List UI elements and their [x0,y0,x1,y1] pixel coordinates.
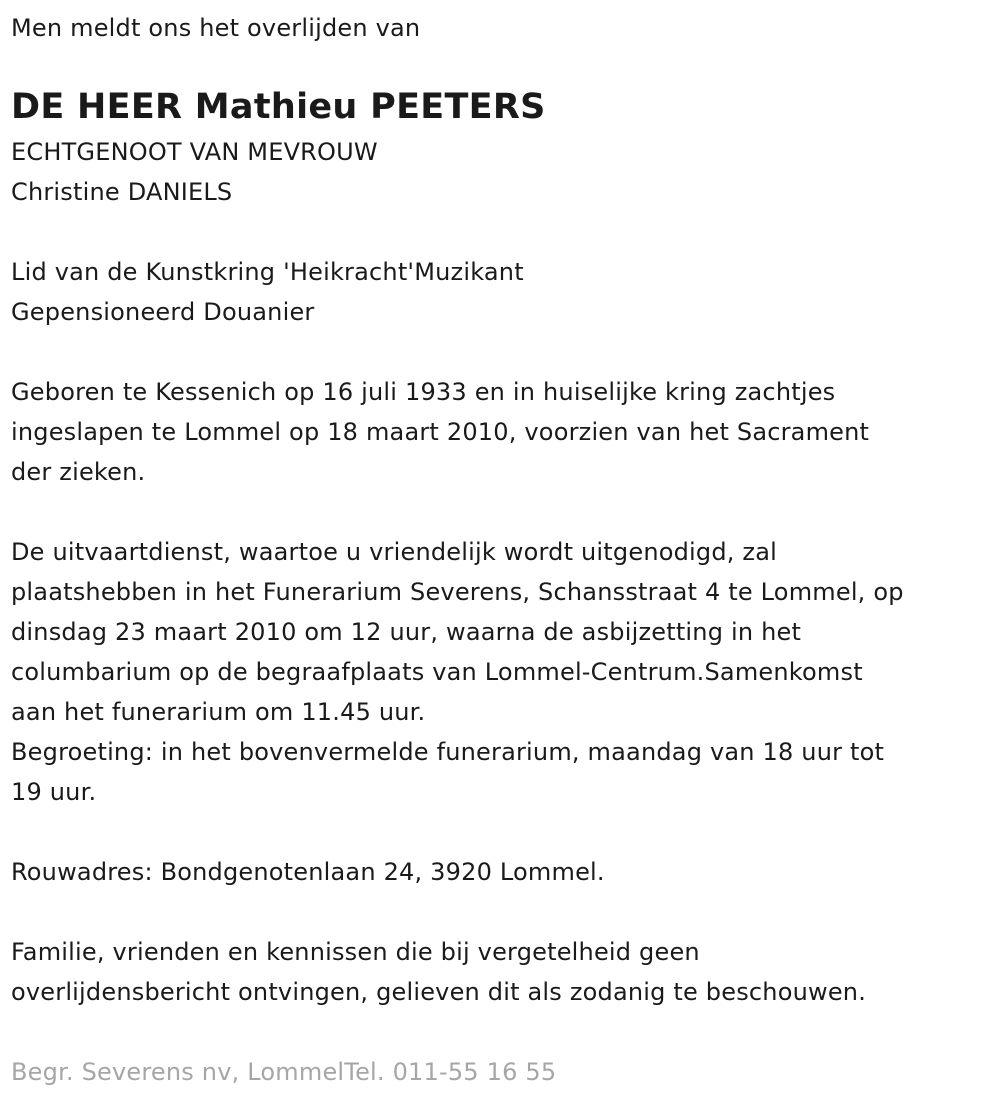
spacer [11,332,1000,372]
spacer [11,1012,1000,1052]
footer-text: Begr. Severens nv, LommelTel. 011-55 16 55 [11,1058,557,1086]
address-line: Rouwadres: Bondgenotenlaan 24, 3920 Lommel. [11,858,605,886]
spacer [11,212,1000,252]
role-line: Gepensioneerd Douanier [11,298,315,326]
intro-text: Men meldt ons het overlijden van [11,14,421,42]
birth-death-line: Geboren te Kessenich op 16 juli 1933 en in huiselijke kring zachtjes [11,378,836,406]
funeral-line: columbarium op de begraafplaats van Lommel-Centrum.Samenkomst [11,658,863,686]
spacer [11,812,1000,852]
birth-death-line: ingeslapen te Lommel op 18 maart 2010, voorzien van het Sacrament [11,418,870,446]
role-line: Lid van de Kunstkring 'Heikracht'Muzikant [11,258,524,286]
funeral-line: aan het funerarium om 11.45 uur. [11,698,426,726]
notice-line: overlijdensbericht ontvingen, gelieven dit als zodanig te beschouwen. [11,978,867,1006]
birth-death-line: der zieken. [11,458,146,486]
deceased-name: DE HEER Mathieu PEETERS [11,87,546,127]
spouse-line-1: ECHTGENOOT VAN MEVROUW [11,138,378,166]
funeral-line: dinsdag 23 maart 2010 om 12 uur, waarna de asbijzetting in het [11,618,802,646]
funeral-line: Begroeting: in het bovenvermelde funerarium, maandag van 18 uur tot [11,738,885,766]
funeral-line: plaatshebben in het Funerarium Severens, Schansstraat 4 te Lommel, op [11,578,904,606]
spacer [11,892,1000,932]
spouse-line-2: Christine DANIELS [11,178,233,206]
funeral-line: De uitvaartdienst, waartoe u vriendelijk wordt uitgenodigd, zal [11,538,778,566]
spacer [11,492,1000,532]
notice-line: Familie, vrienden en kennissen die bij vergetelheid geen [11,938,700,966]
funeral-line: 19 uur. [11,778,97,806]
